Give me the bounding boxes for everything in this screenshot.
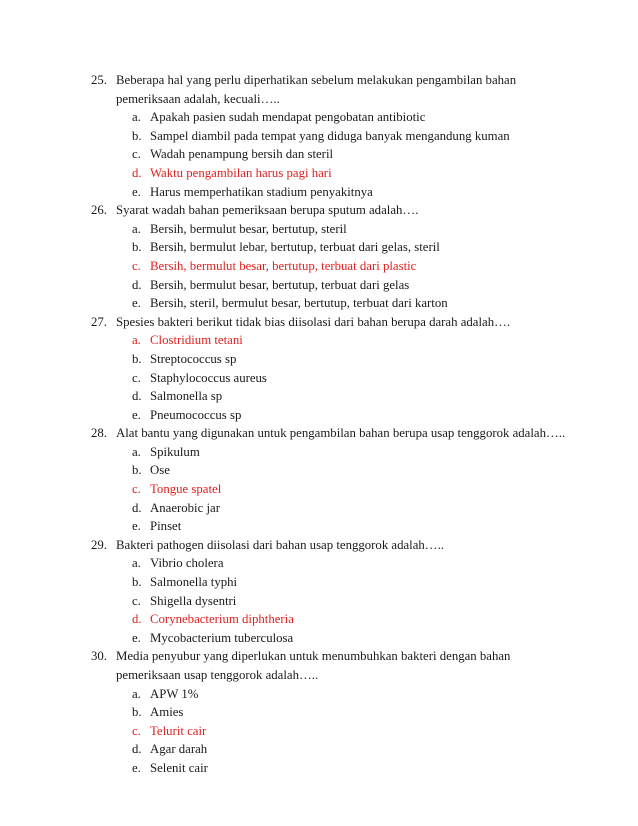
option-letter: e. — [132, 184, 141, 199]
option-letter: e. — [132, 407, 141, 422]
question-number: 30. — [91, 649, 107, 664]
answer-option — [91, 387, 591, 406]
question-text — [91, 313, 591, 332]
answer-option-correct — [91, 610, 591, 629]
option-letter: b. — [132, 240, 142, 255]
answer-option — [91, 703, 591, 722]
option-text: Clostridium tetani — [150, 333, 243, 348]
answer-option — [91, 350, 591, 369]
question-number: 26. — [91, 203, 107, 218]
question-text — [91, 424, 591, 443]
question-text — [91, 536, 591, 555]
question-number: 29. — [91, 537, 107, 552]
option-letter: a. — [132, 686, 141, 701]
question-number: 25. — [91, 73, 107, 87]
option-text: Selenit cair — [150, 760, 208, 775]
option-text: Vibrio cholera — [150, 556, 224, 571]
option-letter: d. — [132, 277, 142, 292]
option-text: Mycobacterium tuberculosa — [150, 630, 294, 645]
option-text: Bersih, steril, bermulut besar, bertutup, terbuat dari karton — [150, 296, 448, 311]
option-text: Shigella dysentri — [150, 593, 237, 608]
answer-option — [91, 592, 591, 611]
question-text — [91, 201, 591, 220]
question-26 — [91, 201, 591, 313]
option-text: Pinset — [150, 519, 182, 534]
option-letter: a. — [132, 556, 141, 571]
option-text: Sampel diambil pada tempat yang diduga banyak mengandung kuman — [150, 128, 510, 143]
question-text-continued — [91, 90, 591, 109]
option-letter: b. — [132, 128, 142, 143]
option-text: Amies — [150, 705, 184, 720]
option-letter: e. — [132, 630, 141, 645]
question-line: Alat bantu yang digunakan untuk pengambilan bahan berupa usap tenggorok adalah….. — [116, 426, 566, 441]
answer-option — [91, 573, 591, 592]
answer-option-correct — [91, 722, 591, 741]
answer-option — [91, 369, 591, 388]
question-list — [91, 71, 591, 778]
question-number: 27. — [91, 314, 107, 329]
option-letter: d. — [132, 389, 142, 404]
question-29 — [91, 536, 591, 648]
option-text: Anaerobic jar — [150, 500, 220, 515]
option-text: Wadah penampung bersih dan steril — [150, 147, 334, 162]
option-text: Bersih, bermulut lebar, bertutup, terbuat dari gelas, steril — [150, 240, 440, 255]
option-letter: d. — [132, 742, 142, 757]
question-line: Syarat wadah bahan pemeriksaan berupa sputum adalah…. — [116, 203, 419, 218]
answer-option — [91, 145, 591, 164]
answer-option — [91, 220, 591, 239]
question-27 — [91, 313, 591, 425]
option-text: Ose — [150, 463, 170, 478]
option-letter: b. — [132, 351, 142, 366]
option-letter: e. — [132, 760, 141, 775]
question-text — [91, 71, 591, 90]
answer-option — [91, 629, 591, 648]
answer-option — [91, 406, 591, 425]
option-letter: b. — [132, 575, 142, 590]
option-text: Harus memperhatikan stadium penyakitnya — [150, 184, 373, 199]
option-text: Bersih, bermulut besar, bertutup, terbuat dari gelas — [150, 277, 410, 292]
option-text: Agar darah — [150, 742, 208, 757]
option-letter: e. — [132, 519, 141, 534]
question-line: Spesies bakteri berikut tidak bias diisolasi dari bahan berupa darah adalah…. — [116, 314, 511, 329]
answer-option — [91, 443, 591, 462]
answer-option — [91, 127, 591, 146]
answer-option — [91, 740, 591, 759]
option-letter: c. — [132, 370, 141, 385]
option-text: Streptococcus sp — [150, 351, 237, 366]
option-text: Salmonella sp — [150, 389, 223, 404]
option-text: Spikulum — [150, 444, 200, 459]
option-letter: d. — [132, 500, 142, 515]
question-text-continued — [91, 666, 591, 685]
answer-option — [91, 238, 591, 257]
question-text — [91, 647, 591, 666]
answer-option — [91, 685, 591, 704]
question-28 — [91, 424, 591, 536]
option-text: Pneumococcus sp — [150, 407, 242, 422]
answer-option-correct — [91, 331, 591, 350]
option-letter: d. — [132, 612, 142, 627]
answer-option-correct — [91, 480, 591, 499]
option-letter: c. — [132, 147, 141, 162]
option-letter: b. — [132, 463, 142, 478]
option-letter: d. — [132, 165, 142, 180]
option-text: Bersih, bermulut besar, bertutup, terbuat dari plastic — [150, 258, 417, 273]
option-letter: a. — [132, 444, 141, 459]
answer-option — [91, 759, 591, 778]
question-number: 28. — [91, 426, 107, 441]
option-text: Salmonella typhi — [150, 575, 238, 590]
answer-option — [91, 554, 591, 573]
question-25 — [91, 71, 591, 201]
answer-option — [91, 517, 591, 536]
option-letter: a. — [132, 333, 141, 348]
answer-option — [91, 108, 591, 127]
answer-option-correct — [91, 164, 591, 183]
option-text: Waktu pengambilan harus pagi hari — [150, 165, 332, 180]
option-letter: b. — [132, 705, 142, 720]
answer-option — [91, 276, 591, 295]
question-line: Media penyubur yang diperlukan untuk menumbuhkan bakteri dengan bahan — [116, 649, 511, 664]
question-30 — [91, 647, 591, 777]
option-text: Staphylococcus aureus — [150, 370, 267, 385]
option-letter: a. — [132, 110, 141, 125]
question-line: Bakteri pathogen diisolasi dari bahan usap tenggorok adalah….. — [116, 537, 445, 552]
option-text: APW 1% — [150, 686, 199, 701]
option-text: Bersih, bermulut besar, bertutup, steril — [150, 221, 347, 236]
option-letter: c. — [132, 482, 141, 497]
answer-option — [91, 294, 591, 313]
answer-option — [91, 183, 591, 202]
answer-option — [91, 499, 591, 518]
option-letter: e. — [132, 296, 141, 311]
option-letter: c. — [132, 593, 141, 608]
answer-option-correct — [91, 257, 591, 276]
answer-option — [91, 461, 591, 480]
question-line: pemeriksaan usap tenggorok adalah….. — [116, 668, 319, 682]
option-text: Corynebacterium diphtheria — [150, 612, 294, 627]
option-text: Telurit cair — [150, 723, 207, 738]
option-text: Tongue spatel — [150, 482, 222, 497]
question-line: pemeriksaan adalah, kecuali….. — [116, 91, 280, 106]
option-letter: c. — [132, 258, 141, 273]
option-text: Apakah pasien sudah mendapat pengobatan antibiotic — [150, 110, 426, 125]
question-line: Beberapa hal yang perlu diperhatikan sebelum melakukan pengambilan bahan — [116, 73, 517, 87]
option-letter: c. — [132, 723, 141, 738]
option-letter: a. — [132, 221, 141, 236]
